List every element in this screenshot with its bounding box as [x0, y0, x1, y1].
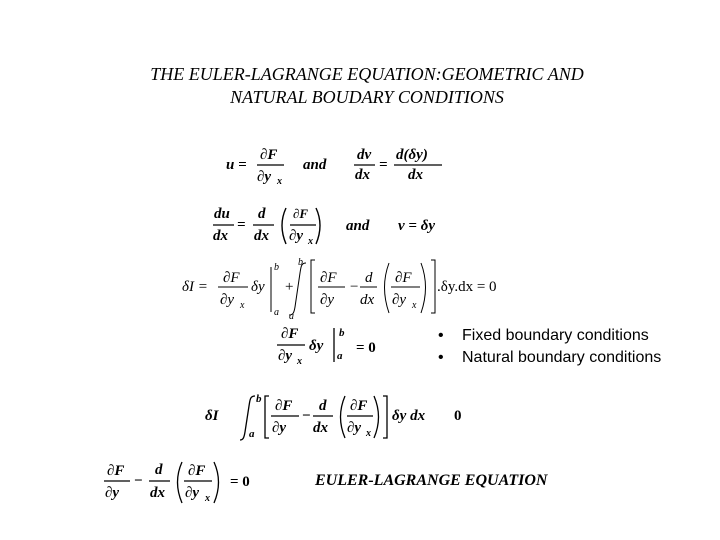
eq6-partial-f2: ∂F	[188, 463, 206, 479]
eq1-equals: =	[379, 157, 388, 173]
eq5-zero: 0	[454, 408, 462, 424]
eq3-d: d	[365, 270, 373, 286]
eq3-left-paren	[385, 263, 390, 313]
eq3-upper-limit: b	[274, 262, 279, 273]
eq1-numerator-2: d(δy)	[396, 147, 428, 163]
bullet-marker: •	[438, 349, 444, 366]
eq6-equals-zero: = 0	[230, 474, 250, 490]
eq1-dx: dx	[355, 167, 370, 183]
eq3-plus: +	[285, 279, 294, 295]
eq2-dx: dx	[213, 228, 228, 244]
eq6-right-paren	[214, 462, 219, 503]
eq4-partial-y: ∂y	[278, 348, 293, 364]
eq5-subscript: x	[366, 428, 371, 439]
eq3-dx: dx	[360, 292, 375, 308]
eq2-and: and	[346, 218, 370, 234]
equation-integral-term	[203, 390, 478, 442]
eq6-d: d	[155, 462, 163, 478]
eq3-partial-y3: ∂y	[392, 292, 407, 308]
eq2-partial-f: ∂F	[293, 206, 309, 221]
eq3-partial-f3: ∂F	[395, 270, 412, 286]
eq2-subscript: x	[308, 236, 313, 247]
eq5-left-paren	[341, 396, 346, 438]
euler-lagrange-label: EULER-LAGRANGE EQUATION	[315, 472, 548, 489]
eq3-left-bracket	[311, 260, 315, 313]
eq3-delta-i: δI =	[182, 279, 208, 295]
eq3-integral-lower: a	[289, 311, 294, 322]
eq2-left-paren	[282, 208, 286, 244]
eq4-lower-limit: a	[337, 350, 343, 362]
eq5-right-paren	[374, 396, 379, 438]
title-line-1: THE EULER-LAGRANGE EQUATION:GEOMETRIC AND	[150, 64, 584, 84]
eq3-delta-y: δy	[251, 279, 265, 295]
eq1-numerator: ∂F	[260, 147, 278, 163]
eq3-partial-y: ∂y	[220, 292, 235, 308]
eq1-denominator-2: dx	[408, 167, 423, 183]
list-item	[438, 347, 661, 369]
eq3-subscript-2: x	[412, 300, 417, 311]
eq3-subscript: x	[240, 300, 245, 311]
eq5-delta-i: δI	[205, 408, 219, 424]
eq1-u: u =	[226, 157, 247, 173]
eq6-partial-y: ∂y	[105, 485, 120, 501]
eq5-partial-f: ∂F	[275, 398, 293, 414]
eq5-integral-upper: b	[256, 393, 262, 405]
eq5-partial-y2: ∂y	[347, 420, 362, 436]
eq5-left-bracket	[265, 396, 269, 438]
eq4-partial-f: ∂F	[281, 326, 299, 342]
bullet-text: Fixed boundary conditions	[462, 327, 649, 344]
eq2-equals: =	[237, 217, 246, 233]
eq5-d: d	[319, 398, 327, 414]
euler-lagrange-equation	[102, 457, 267, 507]
eq5-right-bracket	[383, 396, 387, 438]
eq3-lower-limit: a	[274, 307, 279, 318]
eq2-right-paren	[316, 208, 320, 244]
bullet-marker: •	[438, 327, 444, 344]
eq1-subscript: x	[277, 176, 282, 187]
eq4-subscript: x	[297, 356, 302, 367]
eq5-tail: δy dx	[392, 408, 426, 424]
eq3-integral-upper: b	[298, 257, 303, 268]
eq6-dx: dx	[150, 485, 165, 501]
eq5-partial-y: ∂y	[272, 420, 287, 436]
eq6-partial-y2: ∂y	[185, 485, 200, 501]
eq3-right-bracket	[431, 260, 435, 313]
eq3-partial-f2: ∂F	[320, 270, 337, 286]
eq3-partial-y2: ∂y	[320, 292, 335, 308]
eq4-equals-zero: = 0	[356, 340, 376, 356]
boundary-conditions-list	[438, 325, 661, 369]
equation-variation-integral	[180, 255, 520, 320]
title-line-2: NATURAL BOUDARY CONDITIONS	[230, 87, 504, 107]
eq2-partial-y: ∂y	[289, 228, 304, 244]
eq5-minus: −	[302, 408, 311, 424]
eq2-v-def: v = δy	[398, 218, 436, 234]
eq1-and: and	[303, 157, 327, 173]
eq5-partial-f2: ∂F	[350, 398, 368, 414]
eq5-integral-lower: a	[249, 428, 255, 440]
equation-u-definition	[222, 140, 462, 188]
equation-boundary-term	[275, 322, 395, 370]
bullet-text: Natural boundary conditions	[462, 349, 662, 366]
eq6-partial-f: ∂F	[107, 463, 125, 479]
eq2-dx2: dx	[254, 228, 269, 244]
eq6-subscript: x	[205, 493, 210, 504]
eq1-dv: dv	[357, 147, 372, 163]
eq5-dx: dx	[313, 420, 328, 436]
equation-du-dx	[210, 200, 470, 250]
eq3-right-paren	[421, 263, 426, 313]
eq2-du: du	[214, 206, 230, 222]
eq4-upper-limit: b	[339, 327, 345, 339]
slide-title	[0, 63, 720, 109]
eq6-left-paren	[178, 462, 183, 503]
eq3-minus: −	[350, 279, 359, 295]
eq3-partial-f: ∂F	[223, 270, 240, 286]
eq1-denominator: ∂y	[257, 169, 272, 185]
eq3-tail: .δy.dx = 0	[437, 279, 497, 295]
list-item	[438, 325, 661, 347]
eq2-d: d	[258, 206, 266, 222]
eq4-delta-y: δy	[309, 338, 324, 354]
eq6-minus: −	[134, 473, 143, 489]
